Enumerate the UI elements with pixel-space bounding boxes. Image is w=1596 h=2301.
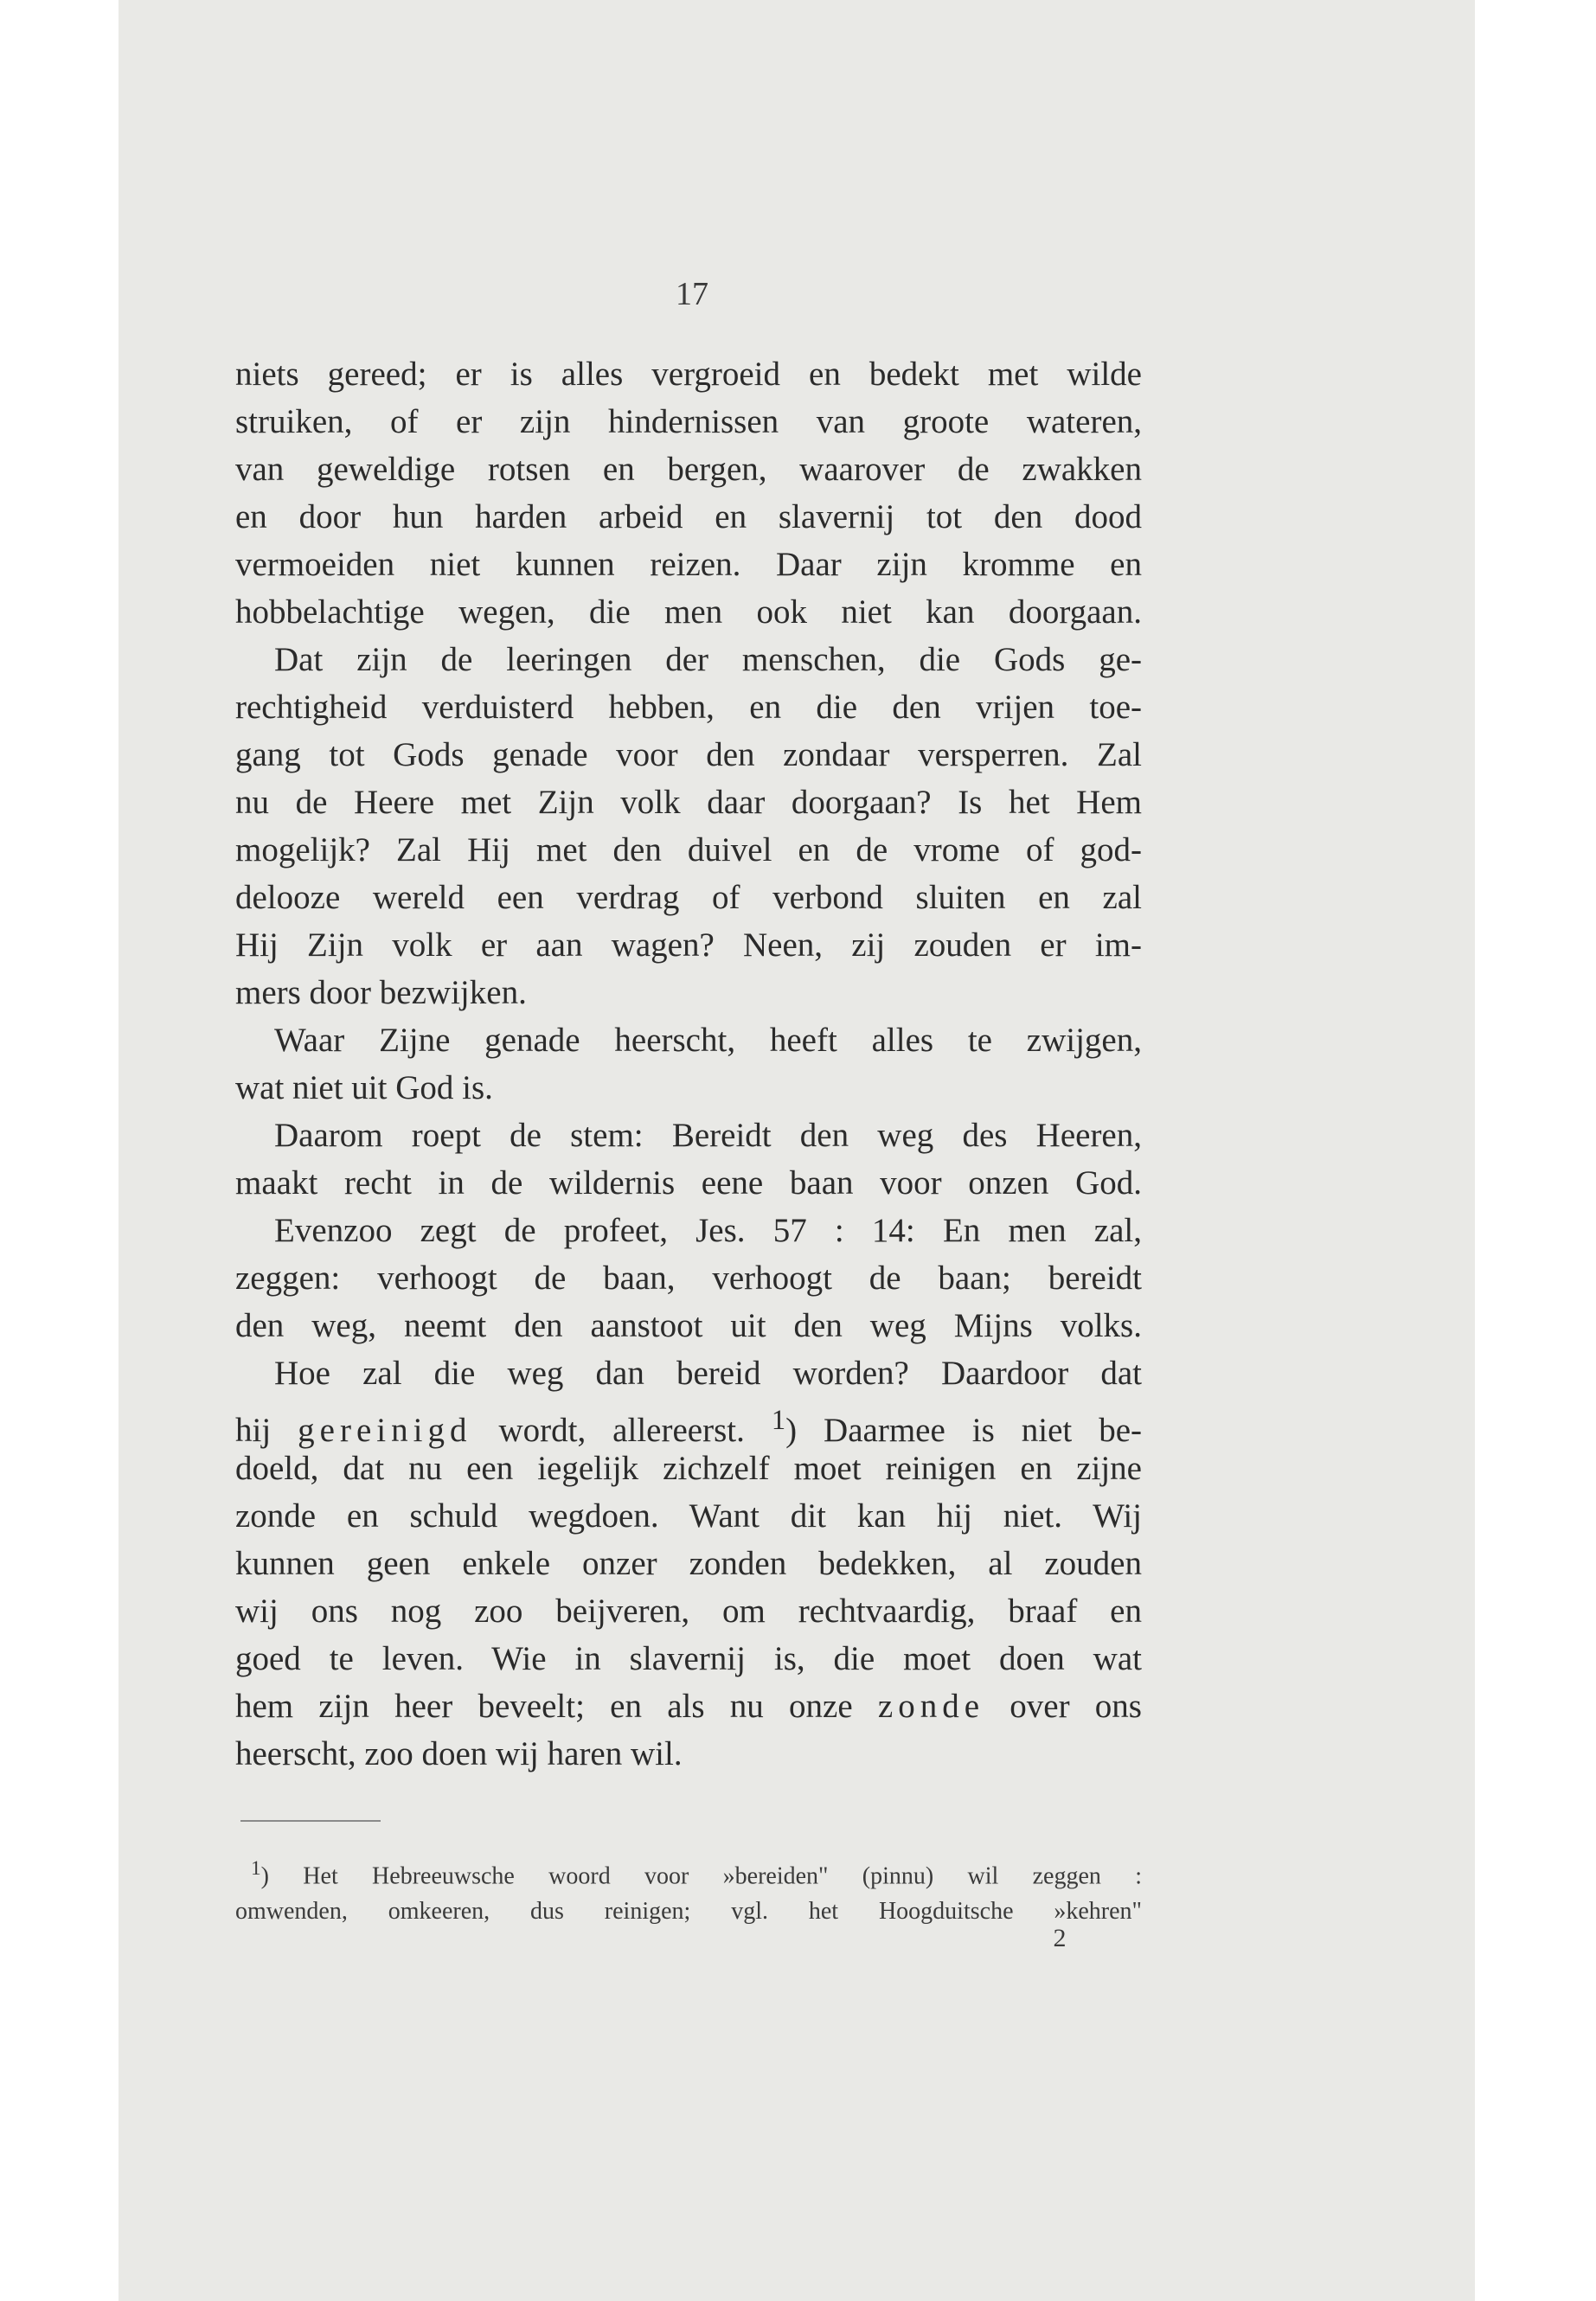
emphasized-word: zonde xyxy=(877,1688,985,1725)
text-fragment: ) Daarmee is niet be- xyxy=(785,1412,1143,1449)
text-line: doeld, dat nu een iegelijk zichzelf moet reinigen en zijne xyxy=(235,1450,1142,1487)
page-number: 17 xyxy=(676,276,708,312)
footnote-line: omwenden, omkeeren, dus reinigen; vgl. het Hoogduitsche »kehren" xyxy=(235,1898,1142,1926)
text-line: wij ons nog zoo beijveren, om rechtvaardig, braaf en xyxy=(235,1593,1142,1630)
text-fragment: over ons xyxy=(1010,1688,1142,1725)
text-fragment: wordt, allereerst. xyxy=(498,1412,745,1449)
text-line: vermoeiden niet kunnen reizen. Daar zijn kromme en xyxy=(235,546,1142,583)
text-line: Dat zijn de leeringen der menschen, die Gods ge- xyxy=(274,641,1142,678)
text-line: zeggen: verhoogt de baan, verhoogt de baan; bereidt xyxy=(235,1259,1142,1297)
text-line: Daarom roept de stem: Bereidt den weg des Heeren, xyxy=(274,1117,1142,1154)
text-line: Hij Zijn volk er aan wagen? Neen, zij zouden er im- xyxy=(235,926,1142,964)
text-line: van geweldige rotsen en bergen, waarover de zwakken xyxy=(235,451,1142,488)
text-line: en door hun harden arbeid en slavernij tot den dood xyxy=(235,498,1142,535)
emphasized-word: gereinigd xyxy=(298,1412,472,1449)
text-fragment: hem zijn heer beveelt; en als nu onze xyxy=(235,1688,853,1725)
text-line: Hoe zal die weg dan bereid worden? Daardoor dat xyxy=(274,1355,1142,1392)
footnote-text: ) Het Hebreeuwsche woord voor »bereiden" (pinnu) wil zeggen : xyxy=(260,1862,1142,1890)
text-line: delooze wereld een verdrag of verbond sluiten en zal xyxy=(235,879,1142,916)
text-line: den weg, neemt den aanstoot uit den weg Mijns volks. xyxy=(235,1307,1142,1344)
page-margin-right xyxy=(1475,0,1596,2301)
text-line: mogelijk? Zal Hij met den duivel en de vrome of god- xyxy=(235,831,1142,868)
footnote-reference[interactable]: 1 xyxy=(771,1405,786,1436)
text-line: niets gereed; er is alles vergroeid en bedekt met wilde xyxy=(235,356,1142,393)
footnote-marker: 1 xyxy=(251,1857,261,1880)
text-line: maakt recht in de wildernis eene baan voor onzen God. xyxy=(235,1164,1142,1202)
text-line: heerscht, zoo doen wij haren wil. xyxy=(235,1735,683,1772)
text-line: Evenzoo zegt de profeet, Jes. 57 : 14: En men zal, xyxy=(274,1212,1142,1249)
text-line: hobbelachtige wegen, die men ook niet kan doorgaan. xyxy=(235,593,1142,631)
signature-mark: 2 xyxy=(1053,1924,1067,1952)
text-fragment: hij xyxy=(235,1412,272,1449)
text-line: mers door bezwijken. xyxy=(235,974,527,1011)
text-line xyxy=(235,1397,1143,1449)
text-line: nu de Heere met Zijn volk daar doorgaan? Is het Hem xyxy=(235,784,1142,821)
footnote xyxy=(235,1851,1142,1929)
text-line: rechtigheid verduisterd hebben, en die den vrijen toe- xyxy=(235,689,1142,726)
footnote-line xyxy=(235,1851,1142,1894)
text-line: kunnen geen enkele onzer zonden bedekken, al zouden xyxy=(235,1545,1142,1582)
text-line: gang tot Gods genade voor den zondaar versperren. Zal xyxy=(235,736,1142,773)
body-text xyxy=(235,350,1142,1778)
text-line: Waar Zijne genade heerscht, heeft alles te zwijgen, xyxy=(274,1022,1142,1059)
text-line: zonde en schuld wegdoen. Want dit kan hij niet. Wij xyxy=(235,1497,1142,1535)
text-line: struiken, of er zijn hindernissen van groote wateren, xyxy=(235,403,1142,440)
text-line: wat niet uit God is. xyxy=(235,1069,493,1106)
text-line xyxy=(235,1682,1142,1730)
text-line: goed te leven. Wie in slavernij is, die moet doen wat xyxy=(235,1640,1142,1677)
footnote-divider xyxy=(240,1820,381,1822)
